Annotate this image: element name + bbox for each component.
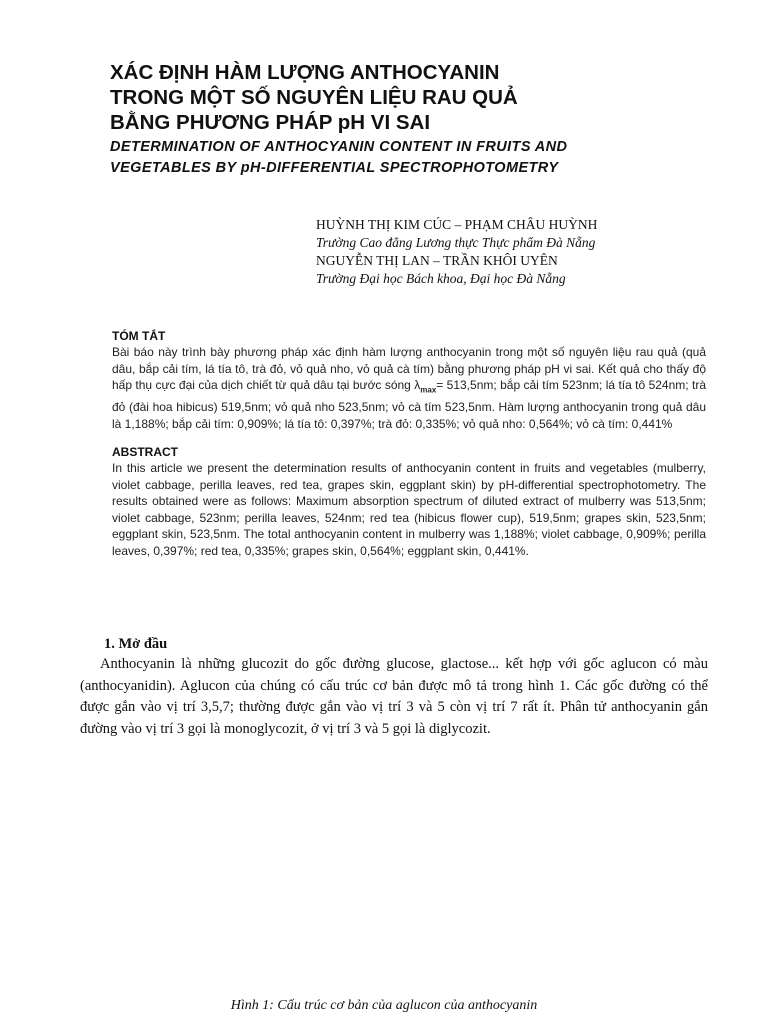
authors-block bbox=[316, 216, 736, 288]
author-names-2: NGUYỄN THỊ LAN – TRẦN KHÔI UYÊN bbox=[316, 253, 558, 268]
tomtat-paragraph bbox=[112, 344, 706, 432]
author-affiliation-1: Trường Cao đẳng Lương thực Thực phẩm Đà Nẵng bbox=[316, 235, 596, 250]
abstract-heading: ABSTRACT bbox=[112, 445, 178, 459]
tomtat-heading: TÓM TẮT bbox=[112, 329, 166, 343]
lambda-max-subscript: max bbox=[420, 385, 437, 395]
intro-paragraph: Anthocyanin là những glucozit do gốc đường glucose, glactose... kết hợp với gốc aglucon có màu (anthocyanidin). Aglucon của chúng có cấu trúc cơ bản được mô tả trong hình 1. Các gốc đường có thể được gắn vào vị trí 3,5,7; thường được gắn vào vị trí 3 và 5 còn vị trí 7 rất ít. Phân tử anthocyanin gắn đường vào vị trí 3 gọi là monoglycozit, ở vị trí 3 và 5 gọi là diglycozit. bbox=[80, 656, 708, 737]
author-affiliation-2: Trường Đại học Bách khoa, Đại học Đà Nẵng bbox=[316, 271, 566, 286]
title-vi-line-1: XÁC ĐỊNH HÀM LƯỢNG ANTHOCYANIN bbox=[110, 61, 500, 84]
figure-caption: Hình 1: Cấu trúc cơ bản của aglucon của anthocyanin bbox=[230, 998, 538, 1013]
tomtat-section bbox=[112, 328, 706, 432]
title-en-line-2: VEGETABLES BY pH-DIFFERENTIAL SPECTROPHOTOMETRY bbox=[110, 160, 559, 176]
tomtat-text-before: Bài báo này trình bày phương pháp xác định hàm lượng anthocyanin trong một số nguyên liệu rau quả (quả dâu, bắp cải tím, lá tía tô, trà đỏ, vỏ quả nho, vỏ quả cà tím) bằng phương pháp pH vi sai. Kết quả cho thấy độ hấp thụ cực đại của dịch chiết từ quả dâu tại bước sóng λ bbox=[112, 345, 706, 393]
abstract-section bbox=[112, 444, 706, 560]
title-vi-line-3: BẰNG PHƯƠNG PHÁP pH VI SAI bbox=[110, 111, 431, 134]
title-vi-line-2: TRONG MỘT SỐ NGUYÊN LIỆU RAU QUẢ bbox=[110, 86, 518, 109]
intro-section bbox=[80, 634, 708, 740]
author-names-1: HUỲNH THỊ KIM CÚC – PHẠM CHÂU HUỲNH bbox=[316, 217, 598, 232]
intro-heading: 1. Mở đầu bbox=[104, 636, 168, 652]
abstract-paragraph: In this article we present the determination results of anthocyanin content in fruits and vegetables (mulberry, violet cabbage, perilla leaves, red tea, grapes skin, eggplant skin) by pH-differential spectrophotometry. The results obtained were as follows: Maximum absorption spectrum of diluted extract of mulberry was 513,5nm; violet cabbage, 523nm; perilla leaves, 524nm; red tea (hibicus flower cup), 519,5nm; grapes skin, 523,5nm; eggplant skin, 523,5nm. The total anthocyanin content in mulberry was 1,188%; violet cabbage, 0,909%; perilla leaves, 0,397%; red tea, 0,335%; grapes skin, 0,564%; eggplant skin, 0,441%. bbox=[112, 461, 706, 558]
title-block bbox=[110, 60, 670, 179]
tomtat-text-after: = 513,5nm; bắp cải tím 523nm; lá tía tô 524nm; trà đỏ (đài hoa hibicus) 519,5nm; vỏ quả nho 523,5nm; vỏ cà tím 523,5nm. Hàm lượng anthocyanin trong quả dâu là 1,188%; bắp cải tím: 0,909%; lá tía tô: 0,397%; trà đỏ: 0,335%; vỏ quả nho: 0,564%; vỏ cà tím: 0,441% bbox=[112, 378, 707, 431]
title-en-line-1: DETERMINATION OF ANTHOCYANIN CONTENT IN FRUITS AND bbox=[110, 139, 568, 155]
